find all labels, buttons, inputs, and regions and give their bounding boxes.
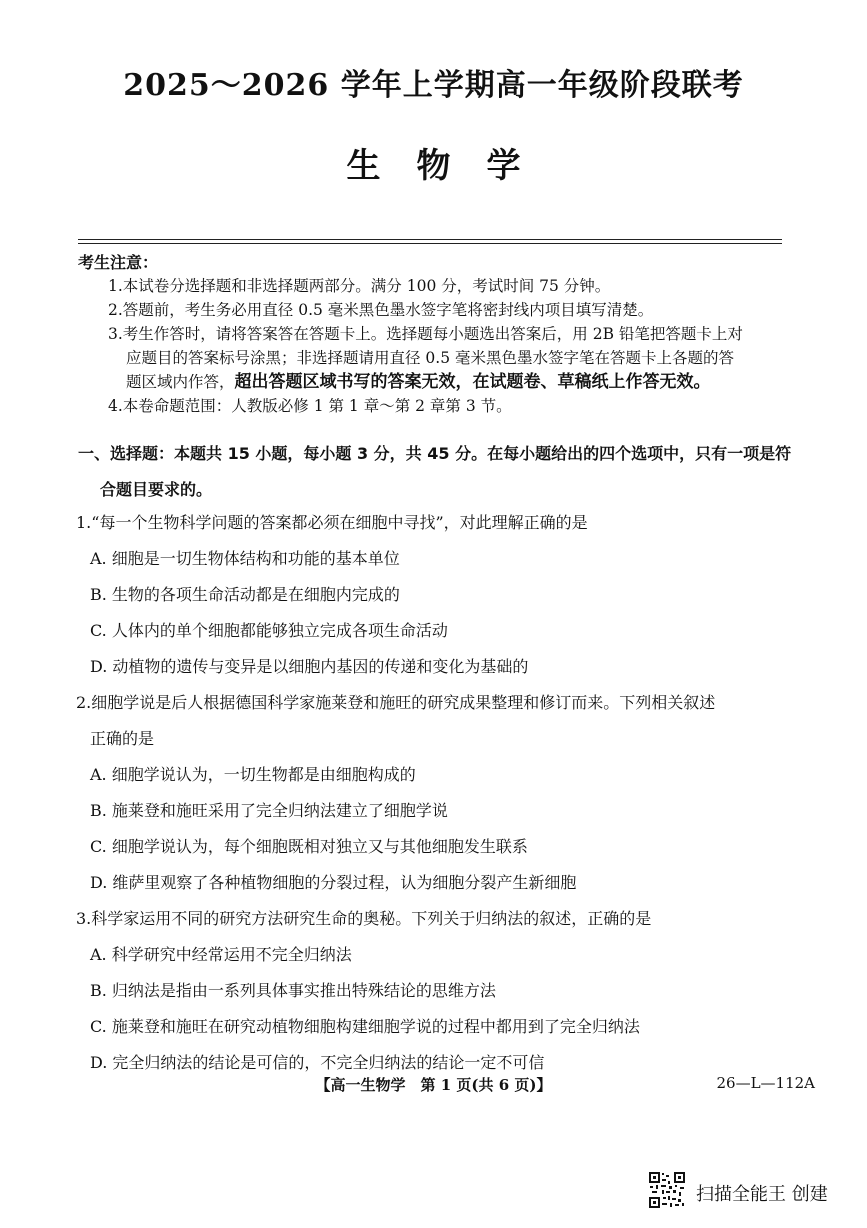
option-b: B. 归纳法是指由一系列具体事实推出特殊结论的思维方法 [90, 981, 496, 1000]
option-d: D. 完全归纳法的结论是可信的，不完全归纳法的结论一定不可信 [90, 1053, 545, 1072]
section-heading [78, 440, 808, 512]
option-c: C. 施莱登和施旺在研究动植物细胞构建细胞学说的过程中都用到了完全归纳法 [90, 1017, 640, 1036]
question-stem: 1.“每一个生物科学问题的答案都必须在细胞中寻找”，对此理解正确的是 [76, 513, 588, 532]
option-b: B. 施莱登和施旺采用了完全归纳法建立了细胞学说 [90, 801, 448, 820]
section-line: 一、选择题：本题共 15 小题，每小题 3 分，共 45 分。在每小题给出的四个选项中，只有一项是符 [78, 444, 792, 463]
option-b: B. 生物的各项生命活动都是在细胞内完成的 [90, 585, 400, 604]
notice-line: 2.答题前，考生务必用直径 0.5 毫米黑色墨水签字笔将密封线内项目填写清楚。 [108, 301, 654, 319]
notice-item [78, 322, 798, 394]
section-line: 合题目要求的。 [100, 480, 213, 499]
notice-item [78, 298, 798, 322]
option-a: A. 细胞学说认为，一切生物都是由细胞构成的 [90, 765, 416, 784]
notice-line [108, 370, 798, 394]
notice-line: 1.本试卷分选择题和非选择题两部分。满分 100 分，考试时间 75 分钟。 [108, 277, 611, 295]
exam-title: 2025～2026 学年上学期高一年级阶段联考 [123, 68, 744, 103]
option-d: D. 维萨里观察了各种植物细胞的分裂过程，认为细胞分裂产生新细胞 [90, 873, 577, 892]
question-stem: 2.细胞学说是后人根据德国科学家施莱登和施旺的研究成果整理和修订而来。下列相关叙述 [76, 693, 716, 712]
notice-item [78, 274, 798, 298]
footer-page-label: 【高一生物学 第 1 页(共 6 页)】 [315, 1076, 552, 1094]
notice-line: 4.本卷命题范围：人教版必修 1 第 1 章～第 2 章第 3 节。 [108, 397, 512, 415]
notice-item [78, 394, 798, 418]
footer-paper-code: 26—L—112A [716, 1074, 815, 1092]
watermark-text: 扫描全能王 创建 [696, 1184, 828, 1205]
option-c: C. 细胞学说认为，每个细胞既相对独立又与其他细胞发生联系 [90, 837, 528, 856]
option-c: C. 人体内的单个细胞都能够独立完成各项生命活动 [90, 621, 448, 640]
header-divider-secondary [78, 243, 782, 244]
notice-line: 3.考生作答时，请将答案答在答题卡上。选择题每小题选出答案后，用 2B 铅笔把答题卡上对 [108, 325, 743, 343]
scanner-watermark [648, 1171, 848, 1215]
question-list [76, 508, 816, 1084]
question-1 [76, 508, 816, 688]
option-a: A. 细胞是一切生物体结构和功能的基本单位 [90, 549, 400, 568]
question-3 [76, 904, 816, 1084]
option-d: D. 动植物的遗传与变异是以细胞内基因的传递和变化为基础的 [90, 657, 529, 676]
option-a: A. 科学研究中经常运用不完全归纳法 [90, 945, 352, 964]
candidate-notice [78, 250, 798, 418]
notice-line-prefix: 题区域内作答， [126, 373, 235, 391]
question-stem-continued: 正确的是 [90, 729, 155, 748]
subject-title: 生物学 [346, 146, 557, 186]
question-2 [76, 688, 816, 904]
header-divider [78, 239, 782, 240]
qr-code-icon [648, 1171, 686, 1209]
notice-emphasis: 超出答题区域书写的答案无效，在试题卷、草稿纸上作答无效。 [234, 372, 711, 392]
notice-line: 应题目的答案标号涂黑；非选择题请用直径 0.5 毫米黑色墨水签字笔在答题卡上各题的答 [126, 349, 735, 367]
notice-heading: 考生注意： [78, 253, 159, 272]
question-stem: 3.科学家运用不同的研究方法研究生命的奥秘。下列关于归纳法的叙述，正确的是 [76, 909, 652, 928]
